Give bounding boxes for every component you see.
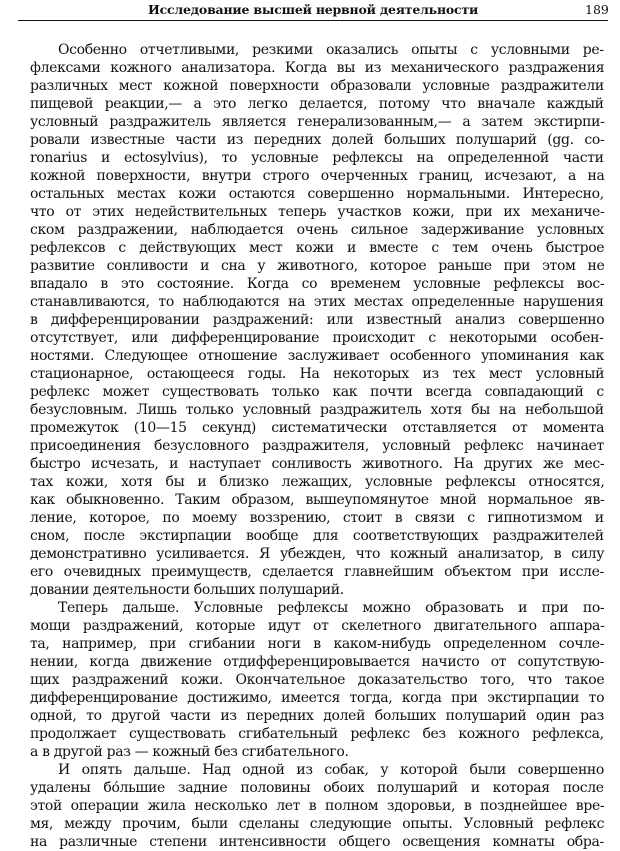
text-line: этой операции жила несколько лет в полном здоровьи, в позднейшее вре-	[30, 798, 605, 814]
text-line: ностями. Следующее отношение заслуживает особенного упоминания как	[30, 348, 605, 364]
text-line: Теперь дальше. Условные рефлексы можно образовать и при по-	[58, 600, 605, 616]
text-line: продолжает существовать сгибательный рефлекс без кожного рефлекса,	[30, 726, 604, 742]
text-line: как обыкновенно. Таким образом, вышеупомянутое мной нормальное яв-	[30, 492, 605, 508]
text-line: та, например, при сгибании ноги в каком-нибудь определенном сочле-	[30, 636, 605, 652]
text-line: ском раздражении, наблюдается очень сильное задерживание условных	[30, 222, 604, 238]
text-line: довании деятельности больших полушарий.	[30, 582, 344, 598]
text-line: пищевой реакции,— а это легко делается, потому что вначале каждый	[30, 96, 604, 112]
text-line: тах кожи, хотя бы и близко лежащих, условные рефлексы относятся,	[30, 474, 605, 490]
text-line: что от этих недействительных теперь участков кожи, при их механиче-	[30, 204, 605, 220]
text-line: дифференцирование достижимо, имеется тогда, когда при экстирпации то	[30, 690, 605, 706]
text-line: присоединения безусловного раздражителя, условный рефлекс начинает	[30, 438, 604, 454]
text-line: Особенно отчетливыми, резкими оказались опыты с условными ре-	[58, 42, 604, 58]
text-line: отсутствует, или дифференцирование происходит с некоторыми особен-	[30, 330, 604, 346]
text-line: ronarius и ectosylvius), то условные рефлексы на определенной части	[30, 150, 604, 166]
text-line: впадало в это состояние. Когда со временем условные рефлексы вос-	[30, 276, 605, 292]
running-header	[0, 0, 620, 22]
text-line: безусловным. Лишь только условный раздражитель хотя бы на небольшой	[30, 402, 604, 418]
text-line: различных мест кожной поверхности образовали условные раздражители	[30, 78, 604, 94]
text-line: на различные степени интенсивности общего освещения комнаты обра-	[30, 834, 604, 850]
text-line: рефлекс может существовать только как почти всегда совпадающий с	[30, 384, 604, 400]
header-divider	[18, 20, 608, 21]
text-line: одной, то другой части из передних долей больших полушарий один раз	[30, 708, 604, 724]
text-line: а в другой раз — кожный без сгибательного.	[30, 744, 349, 760]
text-line: рефлексов с действующих мест кожи и вместе с тем очень быстрое	[30, 240, 605, 256]
text-line: удалены бо́льшие задние половины обоих полушарий и которая после	[30, 780, 604, 796]
text-line: условный раздражитель является генерализованным,— а затем экстирпи-	[30, 114, 605, 130]
text-line: флексами кожного анализатора. Когда вы из механического раздражения	[30, 60, 605, 76]
text-line: станавливаются, то наблюдаются на этих местах определенные нарушения	[30, 294, 604, 310]
text-line: ление, которое, по моему воззрению, стоит в связи с гипнотизмом и	[30, 510, 604, 526]
text-line: его очевидных преимуществ, сделается главнейшим объектом при иссле-	[30, 564, 604, 580]
text-line: промежуток (10—15 секунд) систематически отставляется от момента	[30, 420, 605, 436]
text-line: развитие сонливости и сна у животного, которое раньше при этом не	[30, 258, 605, 274]
page-number: 189	[585, 2, 609, 17]
text-line: стационарное, остающееся годы. На некоторых из тех мест условный	[30, 366, 605, 382]
text-line: мощи раздражений, которые идут от скелетного двигательного аппара-	[30, 618, 605, 634]
text-line: остальных местах кожи остаются совершенно нормальными. Интересно,	[30, 186, 604, 202]
text-line: И опять дальше. Над одной из собак, у которой были совершенно	[58, 762, 604, 778]
text-line: ровали известные части из передних долей больших полушарий (gg. co-	[30, 132, 605, 148]
text-line: мя, между прочим, были сделаны следующие опыты. Условный рефлекс	[30, 816, 605, 832]
text-line: быстро исчезать, и наступает сонливость животного. На других же мес-	[30, 456, 605, 472]
text-line: нении, когда движение отдифференцировывается начисто от сопутствую-	[30, 654, 604, 670]
running-header-title: Исследование высшей нервной деятельности	[148, 2, 479, 17]
text-line: в дифференцировании раздражений: или известный анализ совершенно	[30, 312, 605, 328]
text-line: щих раздражений кожи. Окончательное доказательство того, что такое	[30, 672, 605, 688]
text-line: демонстративно усиливается. Я убежден, что кожный анализатор, в силу	[30, 546, 605, 562]
text-line: сном, после экстирпации вообще для соответствующих раздражителей	[30, 528, 604, 544]
text-line: кожной поверхности, внутри строго очерченных границ, исчезают, а на	[30, 168, 605, 184]
